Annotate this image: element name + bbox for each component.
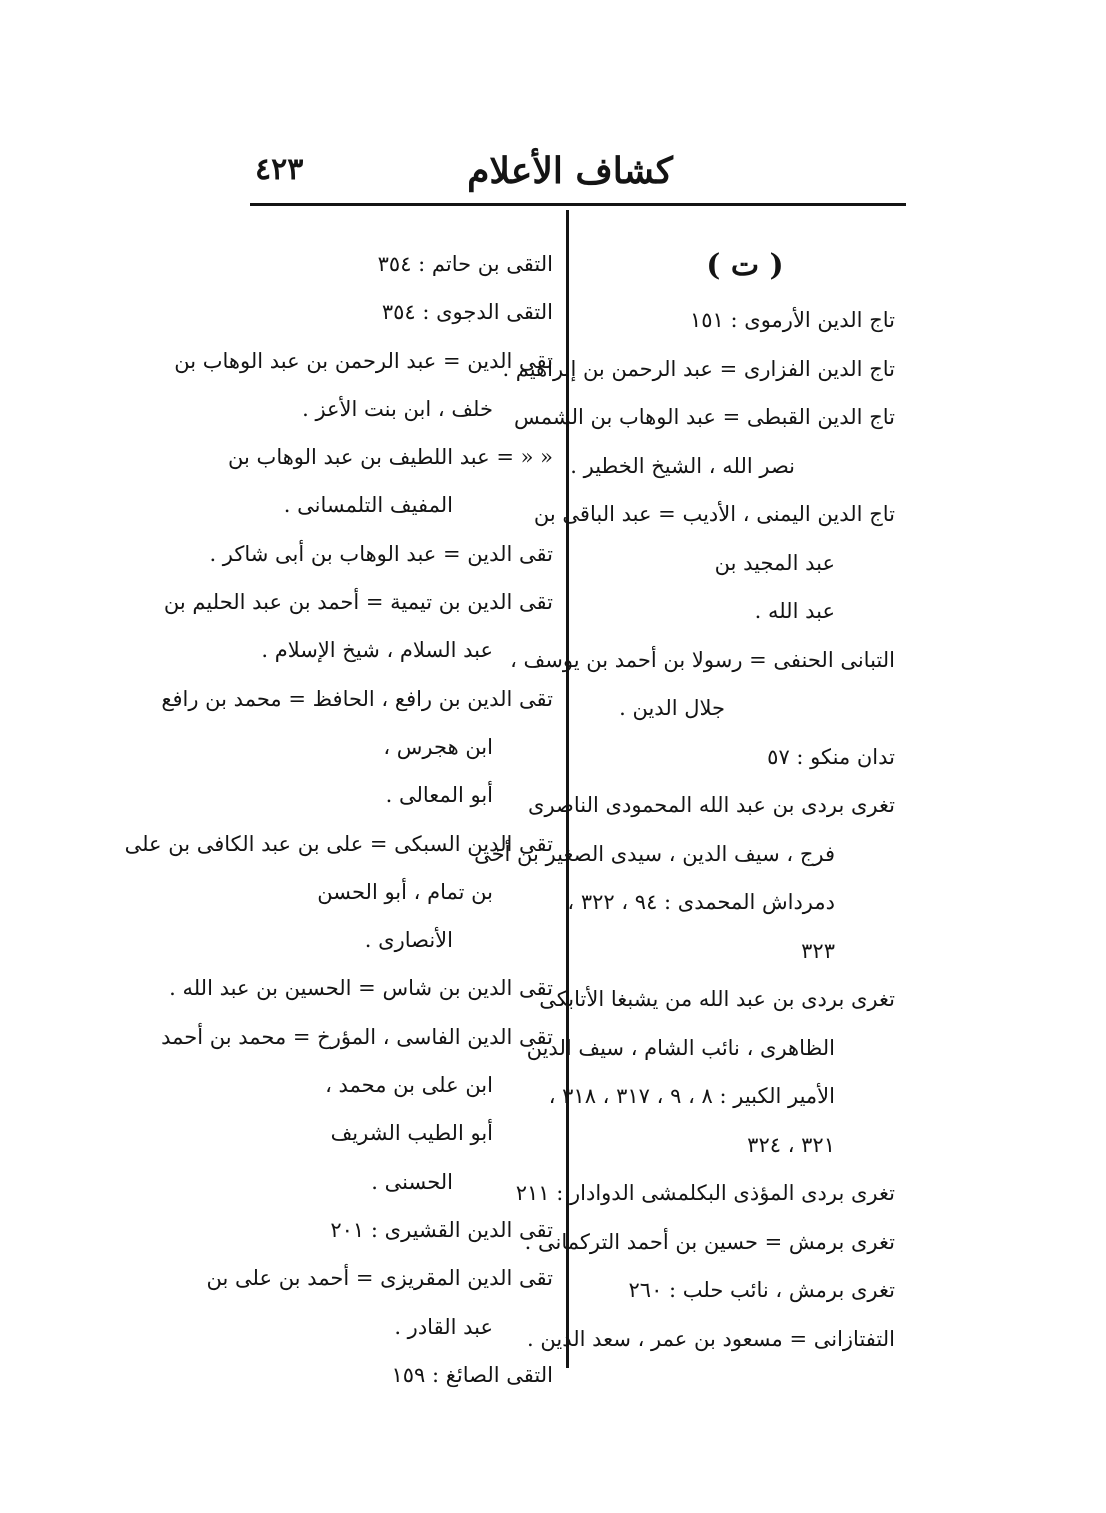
- index-entry-line: تقى الدين القشيرى : ٢٠١: [330, 1217, 553, 1242]
- index-entry-line: الأمير الكبير : ٨ ، ٩ ، ٣١٧ ، ٣١٨ ،: [548, 1084, 835, 1108]
- index-entry-line: جلال الدين .: [619, 696, 725, 720]
- index-entry-line: دمرداش المحمدى : ٩٤ ، ٣٢٢ ،: [567, 890, 835, 914]
- index-entry-line: أبو المعالى .: [385, 783, 493, 808]
- index-entry-line: الأنصارى .: [364, 928, 453, 953]
- page-title: كشاف الأعلام: [467, 150, 673, 192]
- index-entry-line: تاج الدين اليمنى ، الأديب = عبد الباقى بن: [533, 502, 895, 526]
- index-entry-line: تقى الدين = عبد الرحمن بن عبد الوهاب بن: [174, 348, 553, 373]
- index-entry-line: تاج الدين القبطى = عبد الوهاب بن الشمس: [513, 405, 895, 429]
- page-number: ٤٢٣: [255, 152, 304, 187]
- index-entry-line: التبانى الحنفى = رسولا بن أحمد بن يوسف ،: [510, 647, 895, 672]
- index-entry-line: التقى بن حاتم : ٣٥٤: [377, 252, 553, 276]
- index-entry-line: تقى الدين = عبد الوهاب بن أبى شاكر .: [209, 541, 553, 566]
- index-entry-line: تاج الدين الفزارى = عبد الرحمن بن إبراهيم .: [502, 356, 895, 381]
- index-entry-line: عبد المجيد بن: [714, 550, 835, 575]
- index-entry-line: تغرى بردى بن عبد الله المحمودى الناصرى: [528, 793, 895, 817]
- index-entry-line: « « = عبد اللطيف بن عبد الوهاب بن: [228, 445, 553, 470]
- index-entry-line: عبد القادر .: [394, 1314, 493, 1339]
- index-entry-line: التقى الصائغ : ١٥٩: [391, 1362, 553, 1387]
- index-entry-line: خلف ، ابن بنت الأعز .: [302, 396, 493, 421]
- index-entry-line: ٣٢٣: [801, 938, 835, 963]
- index-entries-left: [124, 240, 553, 1399]
- index-entry-line: التقى الدجوى : ٣٥٤: [381, 300, 553, 325]
- index-entry-line: تغرى بردى بن عبد الله من يشبغا الأتابكى: [539, 987, 895, 1011]
- section-heading: ( ت ): [706, 248, 784, 283]
- index-entry-line: ابن هجرس ،: [383, 734, 493, 759]
- index-entry-line: فرج ، سيف الدين ، سيدى الصغير بن أخى: [474, 841, 835, 866]
- index-entry-line: نصر الله ، الشيخ الخطير .: [570, 453, 795, 478]
- index-entries-right: [474, 296, 895, 1363]
- index-entry-line: الظاهرى ، نائب الشام ، سيف الدين: [526, 1035, 835, 1060]
- index-entry-line: تقى الدين الفاسى ، المؤرخ = محمد بن أحمد: [161, 1024, 553, 1049]
- index-entry-line: تقى الدين بن رافع ، الحافظ = محمد بن رافع: [161, 686, 553, 711]
- header-rule: [250, 203, 906, 206]
- index-entry-line: تاج الدين الأرموى : ١٥١: [690, 308, 895, 332]
- index-entry-line: عبد السلام ، شيخ الإسلام .: [261, 638, 493, 663]
- index-entry-line: تقى الدين بن تيمية = أحمد بن عبد الحليم بن: [163, 590, 553, 615]
- index-entry-line: تقى الدين بن شاس = الحسين بن عبد الله .: [169, 976, 553, 1001]
- index-entry-line: المفيف التلمسانى .: [283, 493, 453, 518]
- index-entry-line: تغرى بردى المؤذى البكلمشى الدوادار : ٢١١: [515, 1181, 895, 1205]
- index-entry-line: التفتازانى = مسعود بن عمر ، سعد الدين .: [527, 1326, 895, 1351]
- index-entry-line: ٣٢١ ، ٣٢٤: [747, 1132, 835, 1157]
- index-entry-line: تغرى برمش ، نائب حلب : ٢٦٠: [628, 1278, 895, 1302]
- index-entry-line: الحسنى .: [371, 1169, 453, 1194]
- index-entry-line: تقى الدين السبكى = على بن عبد الكافى بن على: [124, 831, 553, 856]
- index-entry-line: أبو الطيب الشريف: [330, 1121, 493, 1146]
- index-entry-line: تدان منكو : ٥٧: [767, 744, 895, 769]
- index-entry-line: تغرى برمش = حسين بن أحمد التركمانى .: [524, 1229, 895, 1254]
- index-entry-line: بن تمام ، أبو الحسن: [317, 879, 493, 904]
- index-entry-line: عبد الله .: [754, 599, 835, 623]
- index-entry-line: تقى الدين المقريزى = أحمد بن على بن: [206, 1266, 553, 1291]
- index-column-right: [474, 236, 895, 1363]
- index-entry-line: ابن على بن محمد ،: [325, 1073, 493, 1098]
- index-column-left: [124, 240, 553, 1399]
